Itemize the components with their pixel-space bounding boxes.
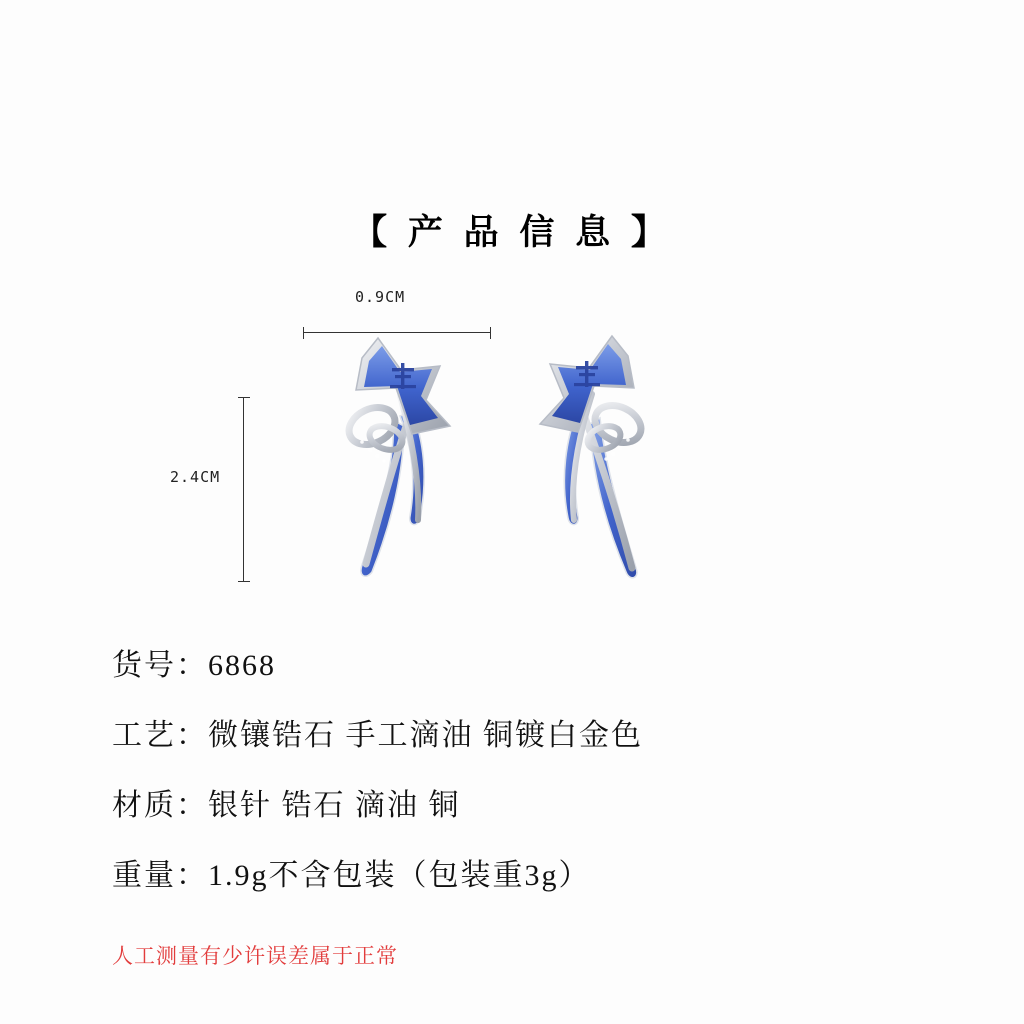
spec-label: 材质： — [112, 789, 208, 822]
spec-row — [112, 780, 932, 824]
spec-list — [112, 640, 932, 920]
spec-row — [112, 850, 932, 894]
spec-value: 6868 — [208, 649, 276, 682]
height-rule-bar — [243, 397, 244, 582]
spec-value: 银针 锆石 滴油 铜 — [208, 789, 461, 822]
spec-label: 货号： — [112, 649, 208, 682]
height-rule-cap-bottom — [238, 581, 250, 582]
spec-row — [112, 640, 932, 684]
spec-row — [112, 710, 932, 754]
spec-value: 1.9g不含包装（包装重3g） — [208, 859, 591, 892]
product-image — [300, 330, 700, 610]
measurement-disclaimer: 人工测量有少许误差属于正常 — [112, 944, 398, 968]
spec-value: 微镶锆石 手工滴油 铜镀白金色 — [208, 719, 643, 752]
height-measurement-rule — [238, 397, 250, 582]
height-measurement-label: 2.4CM — [170, 468, 221, 486]
page-title: 【 产 品 信 息 】 — [352, 213, 672, 252]
height-rule-cap-top — [238, 397, 250, 398]
width-measurement-label: 0.9CM — [355, 288, 406, 306]
spec-label: 重量： — [112, 859, 208, 892]
spec-label: 工艺： — [112, 719, 208, 752]
